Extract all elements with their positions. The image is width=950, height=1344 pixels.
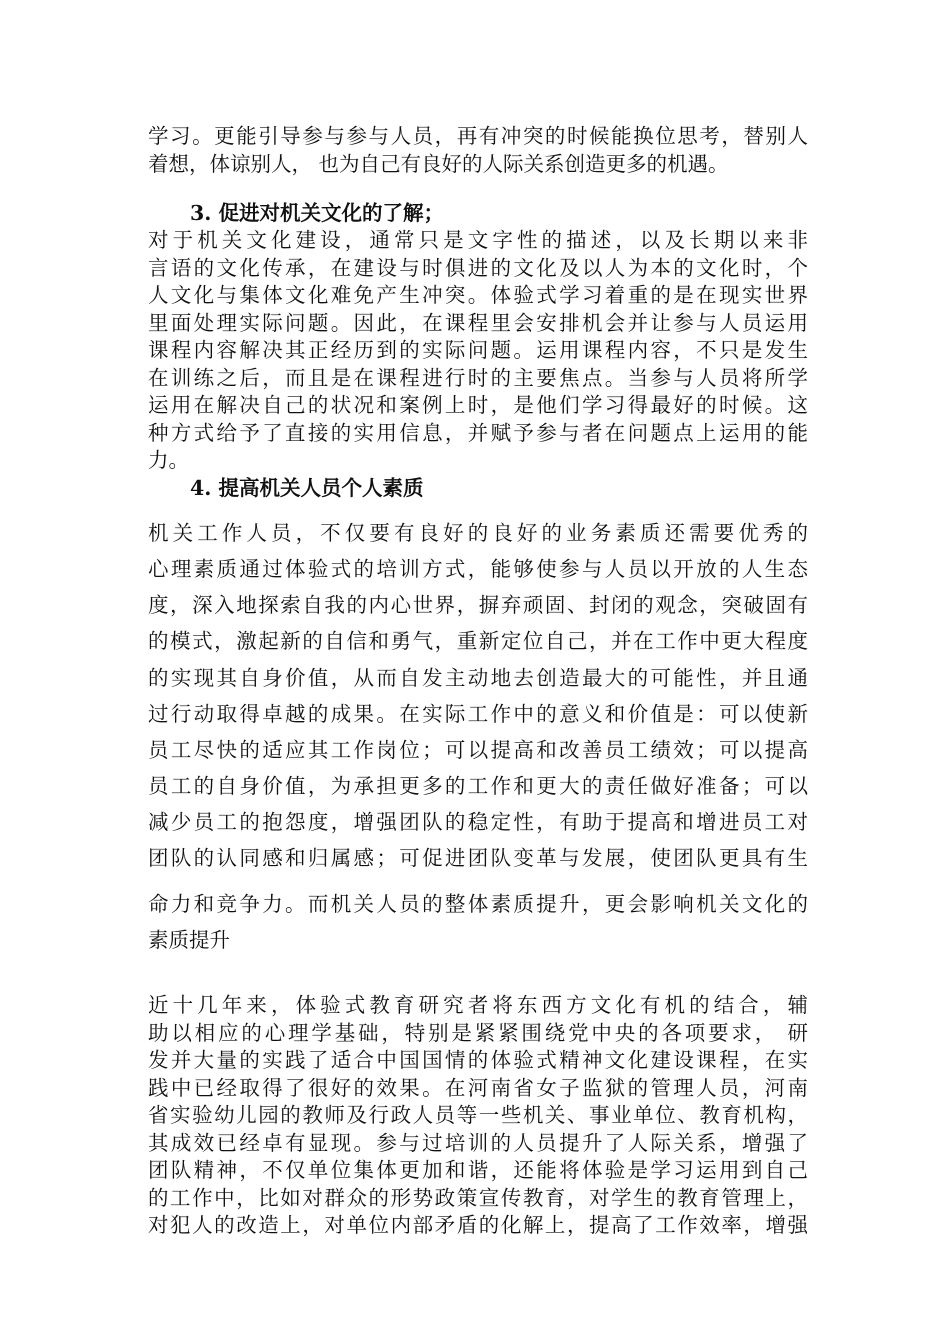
section-3-line: 人文化与集体文化难免产生冲突。体验式学习着重的是在现实世界 (148, 283, 808, 307)
section-4-line: 员工的自身价值，为承担更多的工作和更大的责任做好准备；可以 (148, 774, 808, 798)
section-4-line: 减少员工的抱怨度，增强团队的稳定性，有助于提高和增进员工对 (148, 810, 808, 834)
section-3-line: 力。 (148, 448, 189, 472)
section-4-line: 的实现其自身价值，从而自发主动地去创造最大的可能性，并且通 (148, 666, 808, 690)
closing-line: 对犯人的改造上，对单位内部矛盾的化解上，提高了工作效率，增强 (148, 1213, 808, 1237)
section-4-line: 命力和竞争力。而机关人员的整体素质提升，更会影响机关文化的 (148, 892, 808, 916)
section-3-line: 在训练之后，而且是在课程进行时的主要焦点。当参与人员将所学 (148, 366, 808, 390)
closing-line: 其成效已经卓有显现。参与过培训的人员提升了人际关系，增强了 (148, 1131, 808, 1155)
section-4-line: 机关工作人员，不仅要有良好的良好的业务素质还需要优秀的 (148, 521, 808, 545)
closing-line: 近十几年来，体验式教育研究者将东西方文化有机的结合，辅 (148, 993, 808, 1017)
section-4-line: 素质提升 (148, 928, 230, 952)
section-3-line: 对于机关文化建设，通常只是文字性的描述，以及长期以来非 (148, 228, 808, 252)
closing-line: 省实验幼儿园的教师及行政人员等一些机关、事业单位、教育机构， (148, 1103, 808, 1127)
section-3-line: 运用在解决自己的状况和案例上时，是他们学习得最好的时候。这 (148, 393, 808, 417)
section-4-line: 过行动取得卓越的成果。在实际工作中的意义和价值是：可以使新 (148, 702, 808, 726)
intro-line-1: 学习。更能引导参与参与人员，再有冲突的时候能换位思考，替别人 (148, 124, 808, 148)
section-4-line: 的模式，激起新的自信和勇气，重新定位自己，并在工作中更大程度 (148, 629, 808, 653)
closing-line: 践中已经取得了很好的效果。在河南省女子监狱的管理人员，河南 (148, 1076, 808, 1100)
section-3-line: 课程内容解决其正经历到的实际问题。运用课程内容，不只是发生 (148, 338, 808, 362)
closing-line: 发并大量的实践了适合中国国情的体验式精神文化建设课程，在实 (148, 1048, 808, 1072)
closing-line: 助以相应的心理学基础，特别是紧紧围绕党中央的各项要求， 研 (148, 1021, 808, 1045)
section-3-line: 里面处理实际问题。因此，在课程里会安排机会并让参与人员运用 (148, 311, 808, 335)
section-4-line: 员工尽快的适应其工作岗位；可以提高和改善员工绩效；可以提高 (148, 738, 808, 762)
section-3-line: 言语的文化传承，在建设与时俱进的文化及以人为本的文化时，个 (148, 256, 808, 280)
closing-line: 的工作中，比如对群众的形势政策宣传教育，对学生的教育管理上， (148, 1186, 808, 1210)
section-4-heading: 4. 提高机关人员个人素质 (190, 476, 424, 500)
section-4-line: 度，深入地探索自我的内心世界，摒弃顽固、封闭的观念，突破固有 (148, 593, 808, 617)
closing-line: 团队精神，不仅单位集体更加和谐，还能将体验是学习运用到自己 (148, 1158, 808, 1182)
section-4-line: 心理素质通过体验式的培训方式，能够使参与人员以开放的人生态 (148, 557, 808, 581)
intro-line-2: 着想，体谅别人， 也为自己有良好的人际关系创造更多的机遇。 (148, 152, 729, 176)
section-3-line: 种方式给予了直接的实用信息，并赋予参与者在问题点上运用的能 (148, 421, 808, 445)
section-3-heading: 3. 促进对机关文化的了解； (190, 201, 445, 225)
section-4-line: 团队的认同感和归属感；可促进团队变革与发展，使团队更具有生 (148, 846, 808, 870)
